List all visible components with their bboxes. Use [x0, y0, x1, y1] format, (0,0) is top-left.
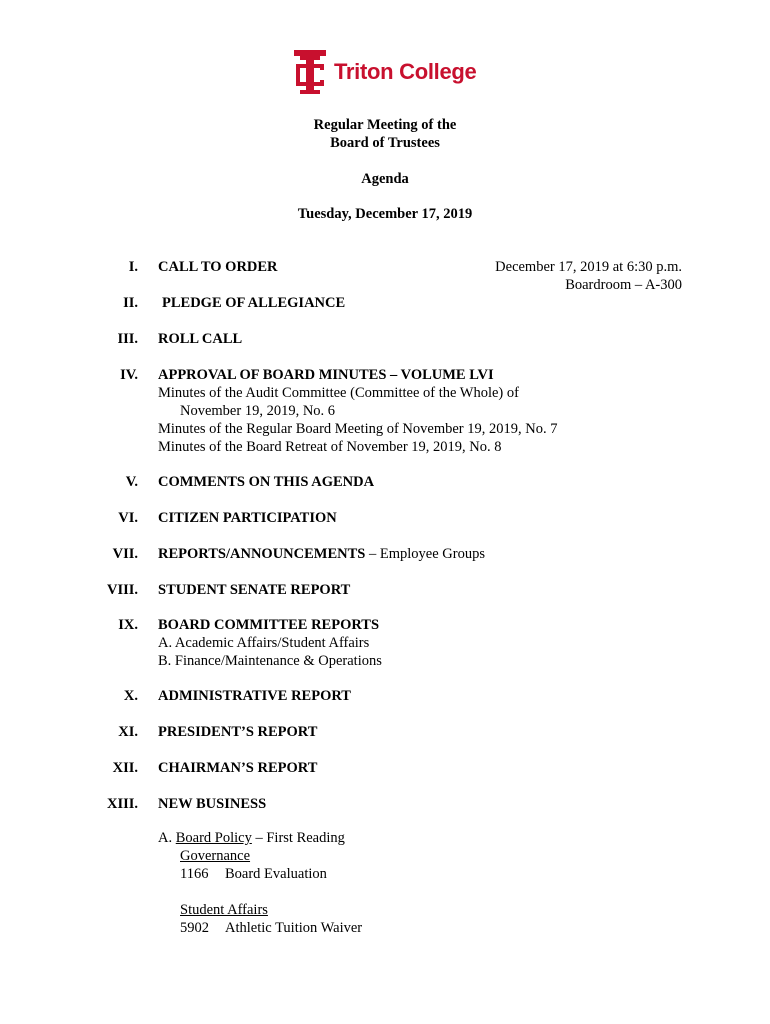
item-title: REPORTS/ANNOUNCEMENTS [158, 546, 366, 562]
item-number: II. [123, 295, 138, 311]
item-number: VI. [118, 510, 138, 526]
triton-tc-icon [292, 48, 328, 96]
item-number: VII. [112, 546, 138, 562]
item-number: I. [128, 259, 138, 275]
item-title: ADMINISTRATIVE REPORT [158, 688, 351, 704]
item-number: XI. [118, 724, 138, 740]
logo-wordmark: Triton College [334, 59, 477, 84]
policy-5902-row [158, 919, 362, 937]
item-title: CALL TO ORDER [158, 259, 278, 275]
policy-1166-row [158, 865, 327, 883]
item-title: ROLL CALL [158, 331, 243, 347]
meeting-location: Boardroom – A-300 [565, 277, 682, 293]
policy-code: 1166 [180, 866, 209, 882]
item-number: V. [125, 474, 138, 490]
board-policy-link[interactable]: Board Policy [175, 830, 252, 846]
meeting-title-line2: Board of Trustees [330, 135, 440, 151]
list-marker: A. [158, 830, 176, 846]
student-affairs-heading[interactable]: Student Affairs [180, 902, 268, 918]
item-number: XII. [112, 760, 138, 776]
item-title: PLEDGE OF ALLEGIANCE [162, 295, 346, 311]
minutes-board-retreat: Minutes of the Board Retreat of November 19, 2019, No. 8 [158, 439, 502, 455]
meeting-title-line1: Regular Meeting of the [313, 117, 457, 133]
item-number: X. [123, 688, 138, 704]
policy-title: Board Evaluation [225, 866, 327, 882]
board-policy-suffix: – First Reading [251, 830, 345, 846]
item-title: NEW BUSINESS [158, 796, 267, 812]
policy-code: 5902 [180, 920, 209, 936]
item-title-suffix: – Employee Groups [365, 546, 485, 562]
policy-title: Athletic Tuition Waiver [225, 920, 363, 936]
minutes-audit-committee: Minutes of the Audit Committee (Committee of the Whole) of [158, 385, 519, 401]
college-logo [292, 48, 476, 96]
report-finance-maintenance: B. Finance/Maintenance & Operations [158, 653, 382, 669]
board-policy-line [158, 829, 345, 847]
item-title: CHAIRMAN’S REPORT [158, 760, 318, 776]
item-title: CITIZEN PARTICIPATION [158, 510, 337, 526]
agenda-heading: Agenda [361, 171, 409, 187]
meeting-date: Tuesday, December 17, 2019 [297, 206, 473, 222]
item-title: STUDENT SENATE REPORT [158, 582, 351, 598]
minutes-regular-meeting: Minutes of the Regular Board Meeting of November 19, 2019, No. 7 [158, 421, 558, 437]
meeting-info [495, 258, 682, 294]
report-academic-affairs: A. Academic Affairs/Student Affairs [158, 635, 370, 651]
item-number: III. [117, 331, 138, 347]
item-title: APPROVAL OF BOARD MINUTES – VOLUME LVI [158, 367, 494, 383]
item-title: PRESIDENT’S REPORT [158, 724, 318, 740]
meeting-datetime: December 17, 2019 at 6:30 p.m. [495, 259, 682, 275]
item-title: COMMENTS ON THIS AGENDA [158, 474, 375, 490]
governance-heading[interactable]: Governance [180, 848, 251, 864]
minutes-audit-committee-date: November 19, 2019, No. 6 [180, 403, 336, 419]
item-number: IX. [118, 617, 138, 633]
item-title: BOARD COMMITTEE REPORTS [158, 617, 380, 633]
item-number: VIII. [106, 582, 138, 598]
item-number: IV. [120, 367, 138, 383]
item-title-wrap [158, 545, 485, 563]
item-number: XIII. [106, 796, 138, 812]
